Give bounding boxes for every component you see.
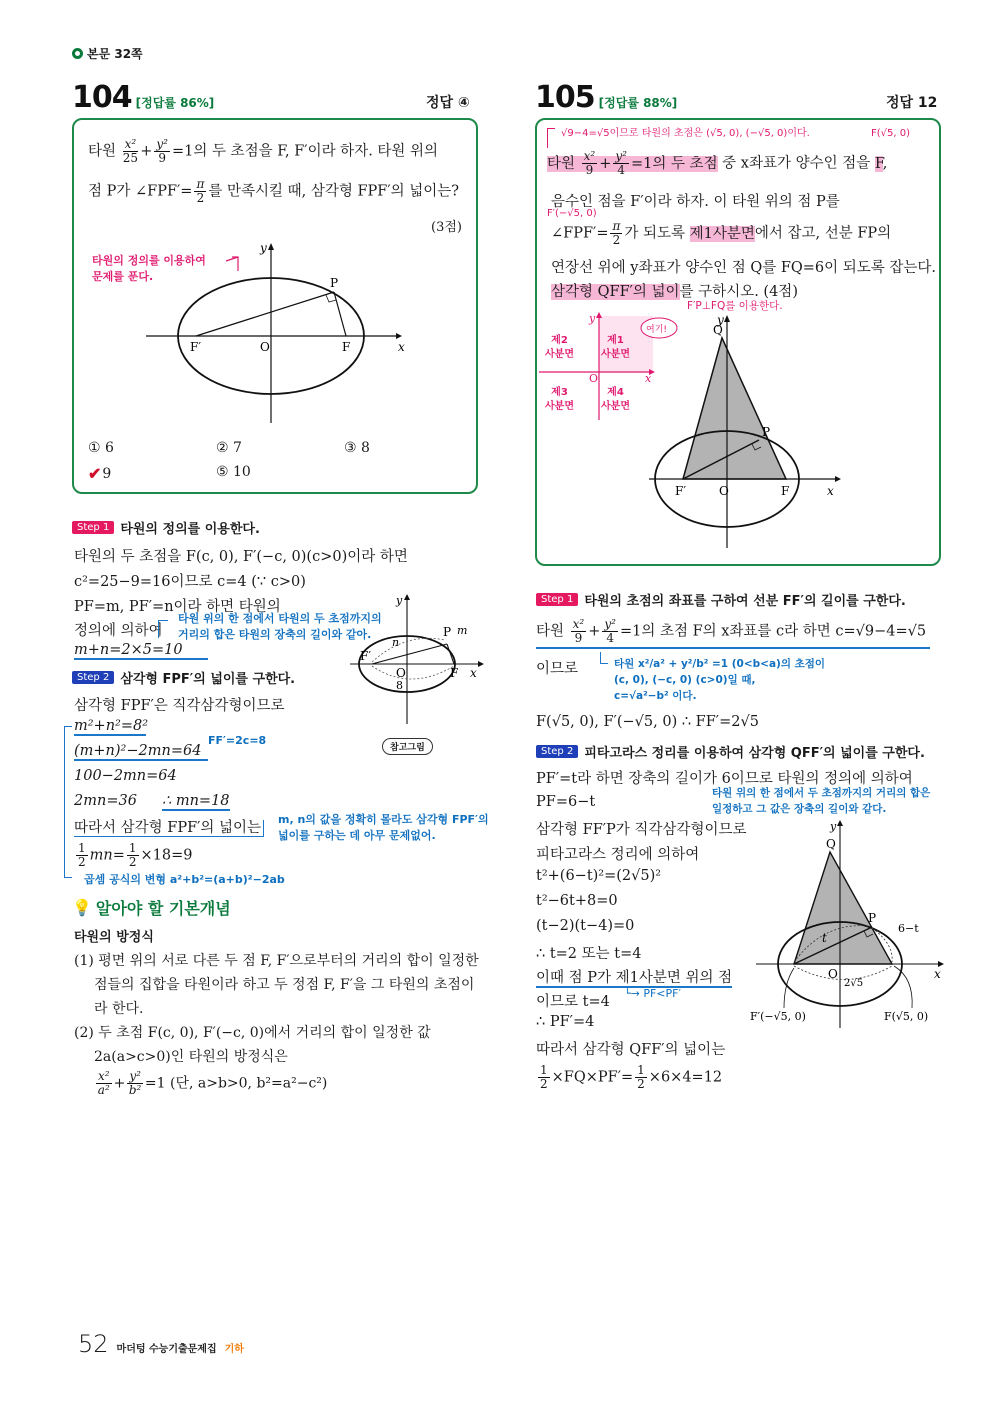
- reference-figure-label: 참고그림: [382, 738, 433, 755]
- connector: [64, 726, 72, 878]
- problem-line-2: 음수인 점을 F′이라 하자. 이 타원 위의 점 P를: [551, 194, 840, 210]
- concept-line: 라 한다.: [94, 1001, 144, 1017]
- svg-text:F: F: [450, 666, 459, 680]
- fraction: $\frac{\text{x²}}{25}$: [122, 137, 139, 165]
- step1-header: Step 1 타원의 정의를 이용한다.: [72, 518, 260, 537]
- connector: [547, 128, 555, 148]
- svg-text:O: O: [828, 967, 838, 981]
- points-label: (3점): [431, 220, 462, 235]
- step-badge: Step 1: [536, 593, 578, 606]
- solution-line: ∴ t=2 또는 t=4: [536, 946, 642, 962]
- quadrant-2-label: 제2 사분면: [545, 335, 574, 360]
- solution-line: 따라서 삼각형 FPF′의 넓이는: [74, 816, 264, 837]
- concept-line: (1) 평면 위의 서로 다른 두 점 F, F′으로부터의 거리의 합이 일정한: [74, 953, 479, 969]
- q105-header: [535, 80, 677, 115]
- triangle-ellipse-graph: [647, 312, 847, 552]
- solution-line: 이때 점 P가 제1사분면 위의 점: [536, 970, 733, 986]
- svg-text:F: F: [342, 340, 351, 354]
- connector: [600, 652, 608, 664]
- fraction: $\frac{\pi}{2}$: [196, 177, 205, 205]
- solution-line: 이므로: [536, 661, 579, 677]
- step-badge: Step 2: [536, 745, 578, 758]
- step2-header: Step 2 삼각형 FPF′의 넓이를 구한다.: [72, 668, 295, 687]
- checkmark-icon: ✔: [88, 464, 102, 483]
- perp-note: F′P⊥FQ를 이용한다.: [687, 300, 783, 312]
- concept-line: 2a(a>c>0)인 타원의 방정식은: [94, 1049, 288, 1065]
- problem-line-1: 타원 $\frac{\text{x²}}{9}$ + $\frac{\text{y²}}{4}$ =1의 두 초점 중 x좌표가 양수인 점을 F,: [547, 149, 888, 177]
- svg-text:y: y: [260, 241, 267, 255]
- svg-text:F: F: [781, 484, 790, 498]
- solution-figure: [744, 818, 944, 1028]
- question-number: 105: [535, 80, 595, 115]
- solution-line: m²+n²=8²: [74, 718, 149, 734]
- ellipse-graph: [134, 238, 434, 438]
- svg-text:y: y: [396, 594, 403, 607]
- svg-text:6−t: 6−t: [898, 922, 919, 935]
- solution-line: ∴ PF′=4: [536, 1014, 595, 1030]
- solution-line: PF=m, PF′=n이라 하면 타원의: [74, 599, 281, 615]
- connector: [158, 620, 168, 638]
- svg-text:O: O: [260, 340, 270, 354]
- solution-line: $\frac{1}{2}$ ×FQ×PF′= $\frac{1}{2}$ ×6×4=12: [540, 1063, 723, 1091]
- solution-line: m+n=2×5=10: [74, 642, 208, 660]
- svg-text:여기!: 여기!: [646, 325, 667, 335]
- problem-line-5: 삼각형 QFF′의 넓이를 구하시오. (4점): [551, 284, 798, 300]
- solution-line: t²−6t+8=0: [536, 893, 618, 909]
- choice-3[interactable]: ③ 8: [344, 440, 370, 456]
- step1-header: Step 1 타원의 초점의 좌표를 구하여 선분 FF′의 길이를 구한다.: [536, 590, 906, 609]
- svg-text:2√5: 2√5: [844, 978, 864, 989]
- solution-line: 삼각형 FPF′은 직각삼각형이므로: [74, 698, 285, 714]
- solution-line: PF=6−t: [536, 794, 596, 810]
- svg-text:F′: F′: [190, 340, 202, 354]
- concept-formula: $\frac{\text{x²}}{\text{a²}}$ + $\frac{\text{y²}}{\text{b²}}$ =1 (단, a>b>0, b²=a²−c²): [97, 1069, 328, 1097]
- quadrant-4-label: 제4 사분면: [601, 387, 630, 412]
- solution-line: 삼각형 FF′P가 직각삼각형이므로: [536, 822, 747, 838]
- svg-text:y: y: [830, 820, 837, 833]
- solution-line: F(√5, 0), F′(−√5, 0) ∴ FF′=2√5: [536, 714, 759, 730]
- svg-text:P: P: [868, 911, 877, 925]
- svg-text:F(√5, 0): F(√5, 0): [884, 1010, 929, 1023]
- solution-line: 타원의 두 초점을 F(c, 0), F′(−c, 0)(c>0)이라 하면: [74, 549, 408, 565]
- q104-header: [72, 80, 214, 115]
- circle-icon: [72, 48, 83, 59]
- svg-text:F′(−√5, 0): F′(−√5, 0): [750, 1010, 806, 1023]
- svg-text:Q: Q: [826, 837, 836, 851]
- svg-text:x: x: [645, 372, 652, 385]
- step-badge: Step 2: [72, 671, 114, 684]
- solution-line: ∴ mn=18: [162, 793, 230, 809]
- problem-line-1: 타원 $\frac{\text{x²}}{25}$ + $\frac{\text{y²}}{9}$ =1의 두 초점을 F, F′이라 하자. 타원 위의: [88, 137, 439, 165]
- definition-note: 타원 위의 한 점에서 타원의 두 초점까지의 거리의 합은 타원의 장축의 길이와 같아.: [178, 612, 382, 641]
- q105-problem-box: [535, 118, 941, 566]
- svg-text:O: O: [396, 666, 406, 680]
- svg-text:P: P: [330, 276, 339, 290]
- solution-line: 2mn=36: [74, 793, 137, 809]
- problem-line-3: ∠FPF′= $\frac{\pi}{2}$ 가 되도록 제1사분면에서 잡고, 선분 FP의: [551, 219, 892, 247]
- correct-rate: [정답률 88%]: [598, 96, 678, 110]
- correct-rate: [정답률 86%]: [135, 96, 215, 110]
- svg-text:n: n: [392, 636, 400, 649]
- step-badge: Step 1: [72, 521, 114, 534]
- solution-line: 따라서 삼각형 QFF′의 넓이는: [536, 1042, 726, 1058]
- solution-line: 피타고라스 정리에 의하여: [536, 847, 700, 863]
- formula-note: 곱셈 공식의 변형 a²+b²=(a+b)²−2ab: [84, 873, 285, 886]
- fraction: $\frac{\text{y²}}{9}$: [156, 137, 168, 165]
- choice-1[interactable]: ① 6: [88, 440, 114, 456]
- footer: [78, 1330, 244, 1358]
- page-reference: 본문 32쪽: [72, 45, 143, 62]
- svg-text:8: 8: [396, 679, 403, 692]
- Fp-coord-note: F′(−√5, 0): [547, 208, 597, 219]
- concept-line: (2) 두 초점 F(c, 0), F′(−c, 0)에서 거리의 합이 일정한 값: [74, 1025, 431, 1041]
- pf-note: └→ PF<PF′: [624, 987, 681, 1000]
- quadrant-1-label: 제1 사분면: [601, 335, 630, 360]
- svg-text:O: O: [589, 372, 599, 385]
- solution-line: 정의에 의하여: [74, 623, 163, 639]
- choice-5[interactable]: ⑤ 10: [216, 464, 251, 480]
- definition-note: 타원 위의 한 점에서 두 초점까지의 거리의 합은 일정하고 그 값은 장축의 길이와 같다.: [712, 787, 931, 815]
- mn-note: m, n의 값을 정확히 몰라도 삼각형 FPF′의 넓이를 구하는 데 아무 문제없어.: [278, 813, 489, 842]
- solution-line: PF′=t라 하면 장축의 길이가 6이므로 타원의 정의에 의하여: [536, 771, 913, 787]
- choice-2[interactable]: ② 7: [216, 440, 242, 456]
- answer-label: 정답 12: [886, 95, 938, 111]
- question-number: 104: [72, 80, 132, 115]
- svg-text:y: y: [589, 312, 596, 325]
- solution-line: $\frac{1}{2}$ mn= $\frac{1}{2}$ ×18=9: [78, 841, 193, 869]
- svg-text:F′: F′: [675, 484, 687, 498]
- F-coord-note: F(√5, 0): [871, 128, 911, 139]
- step2-header: Step 2 피타고라스 정리를 이용하여 삼각형 QFF′의 넓이를 구한다.: [536, 742, 925, 761]
- svg-text:Q: Q: [713, 323, 723, 337]
- svg-text:m: m: [457, 624, 468, 637]
- concept-subtitle: 타원의 방정식: [74, 930, 154, 945]
- svg-text:x: x: [470, 666, 477, 680]
- svg-text:x: x: [934, 967, 941, 981]
- solution-line: 타원 $\frac{\text{x²}}{9}$ + $\frac{\text{y²}}{4}$ =1의 초점 F의 x좌표를 c라 하면 c=√9−4=√5: [536, 618, 930, 649]
- reference-figure: [350, 592, 490, 727]
- quadrant-3-label: 제3 사분면: [545, 387, 574, 412]
- svg-text:x: x: [827, 484, 834, 498]
- svg-text:P: P: [443, 625, 452, 639]
- solution-line: 이므로 t=4: [536, 994, 610, 1010]
- answer-label: 정답 ④: [426, 95, 470, 111]
- solution-line: 100−2mn=64: [74, 768, 177, 784]
- foci-formula-note: 타원 x²/a² + y²/b² =1 (0<b<a)의 초점이 (c, 0), (−c, 0) (c>0)일 때, c=√a²−b² 이다.: [614, 658, 826, 702]
- book-subject: 기하: [224, 1344, 244, 1355]
- svg-text:y: y: [717, 313, 724, 327]
- svg-text:O: O: [719, 484, 729, 498]
- concept-header: 💡 알아야 할 기본개념: [72, 898, 231, 918]
- solution-line: (m+n)²−2mn=64: [74, 743, 208, 761]
- foci-note: √9−4=√5이므로 타원의 초점은 (√5, 0), (−√5, 0)이다.: [561, 128, 810, 139]
- problem-line-4: 연장선 위에 y좌표가 양수인 점 Q를 FQ=6이 되도록 잡는다.: [551, 260, 937, 276]
- solution-line: c²=25−9=16이므로 c=4 (∵ c>0): [74, 574, 306, 590]
- choice-4-selected[interactable]: ✔ 9: [88, 464, 112, 483]
- svg-text:P: P: [762, 425, 771, 439]
- solution-line: t²+(6−t)²=(2√5)²: [536, 868, 662, 884]
- q104-problem-box: [72, 118, 478, 494]
- svg-text:x: x: [398, 340, 405, 354]
- page-number: 52: [78, 1330, 109, 1358]
- concept-line: 점들의 집합을 타원이라 하고 두 정점 F, F′을 그 타원의 초점이: [94, 977, 475, 993]
- lightbulb-icon: 💡: [72, 898, 92, 917]
- hint-annotation: 타원의 정의를 이용하여 문제를 푼다.: [92, 254, 206, 283]
- book-title: 마더텅 수능기출문제집: [116, 1344, 217, 1355]
- svg-text:F′: F′: [360, 649, 372, 663]
- solution-line: (t−2)(t−4)=0: [536, 918, 635, 934]
- problem-line-2: 점 P가 ∠FPF′= $\frac{\pi}{2}$ 를 만족시킬 때, 삼각형 FPF′의 넓이는?: [88, 177, 460, 205]
- ff-note: FF′=2c=8: [208, 734, 267, 747]
- svg-text:t: t: [822, 931, 827, 945]
